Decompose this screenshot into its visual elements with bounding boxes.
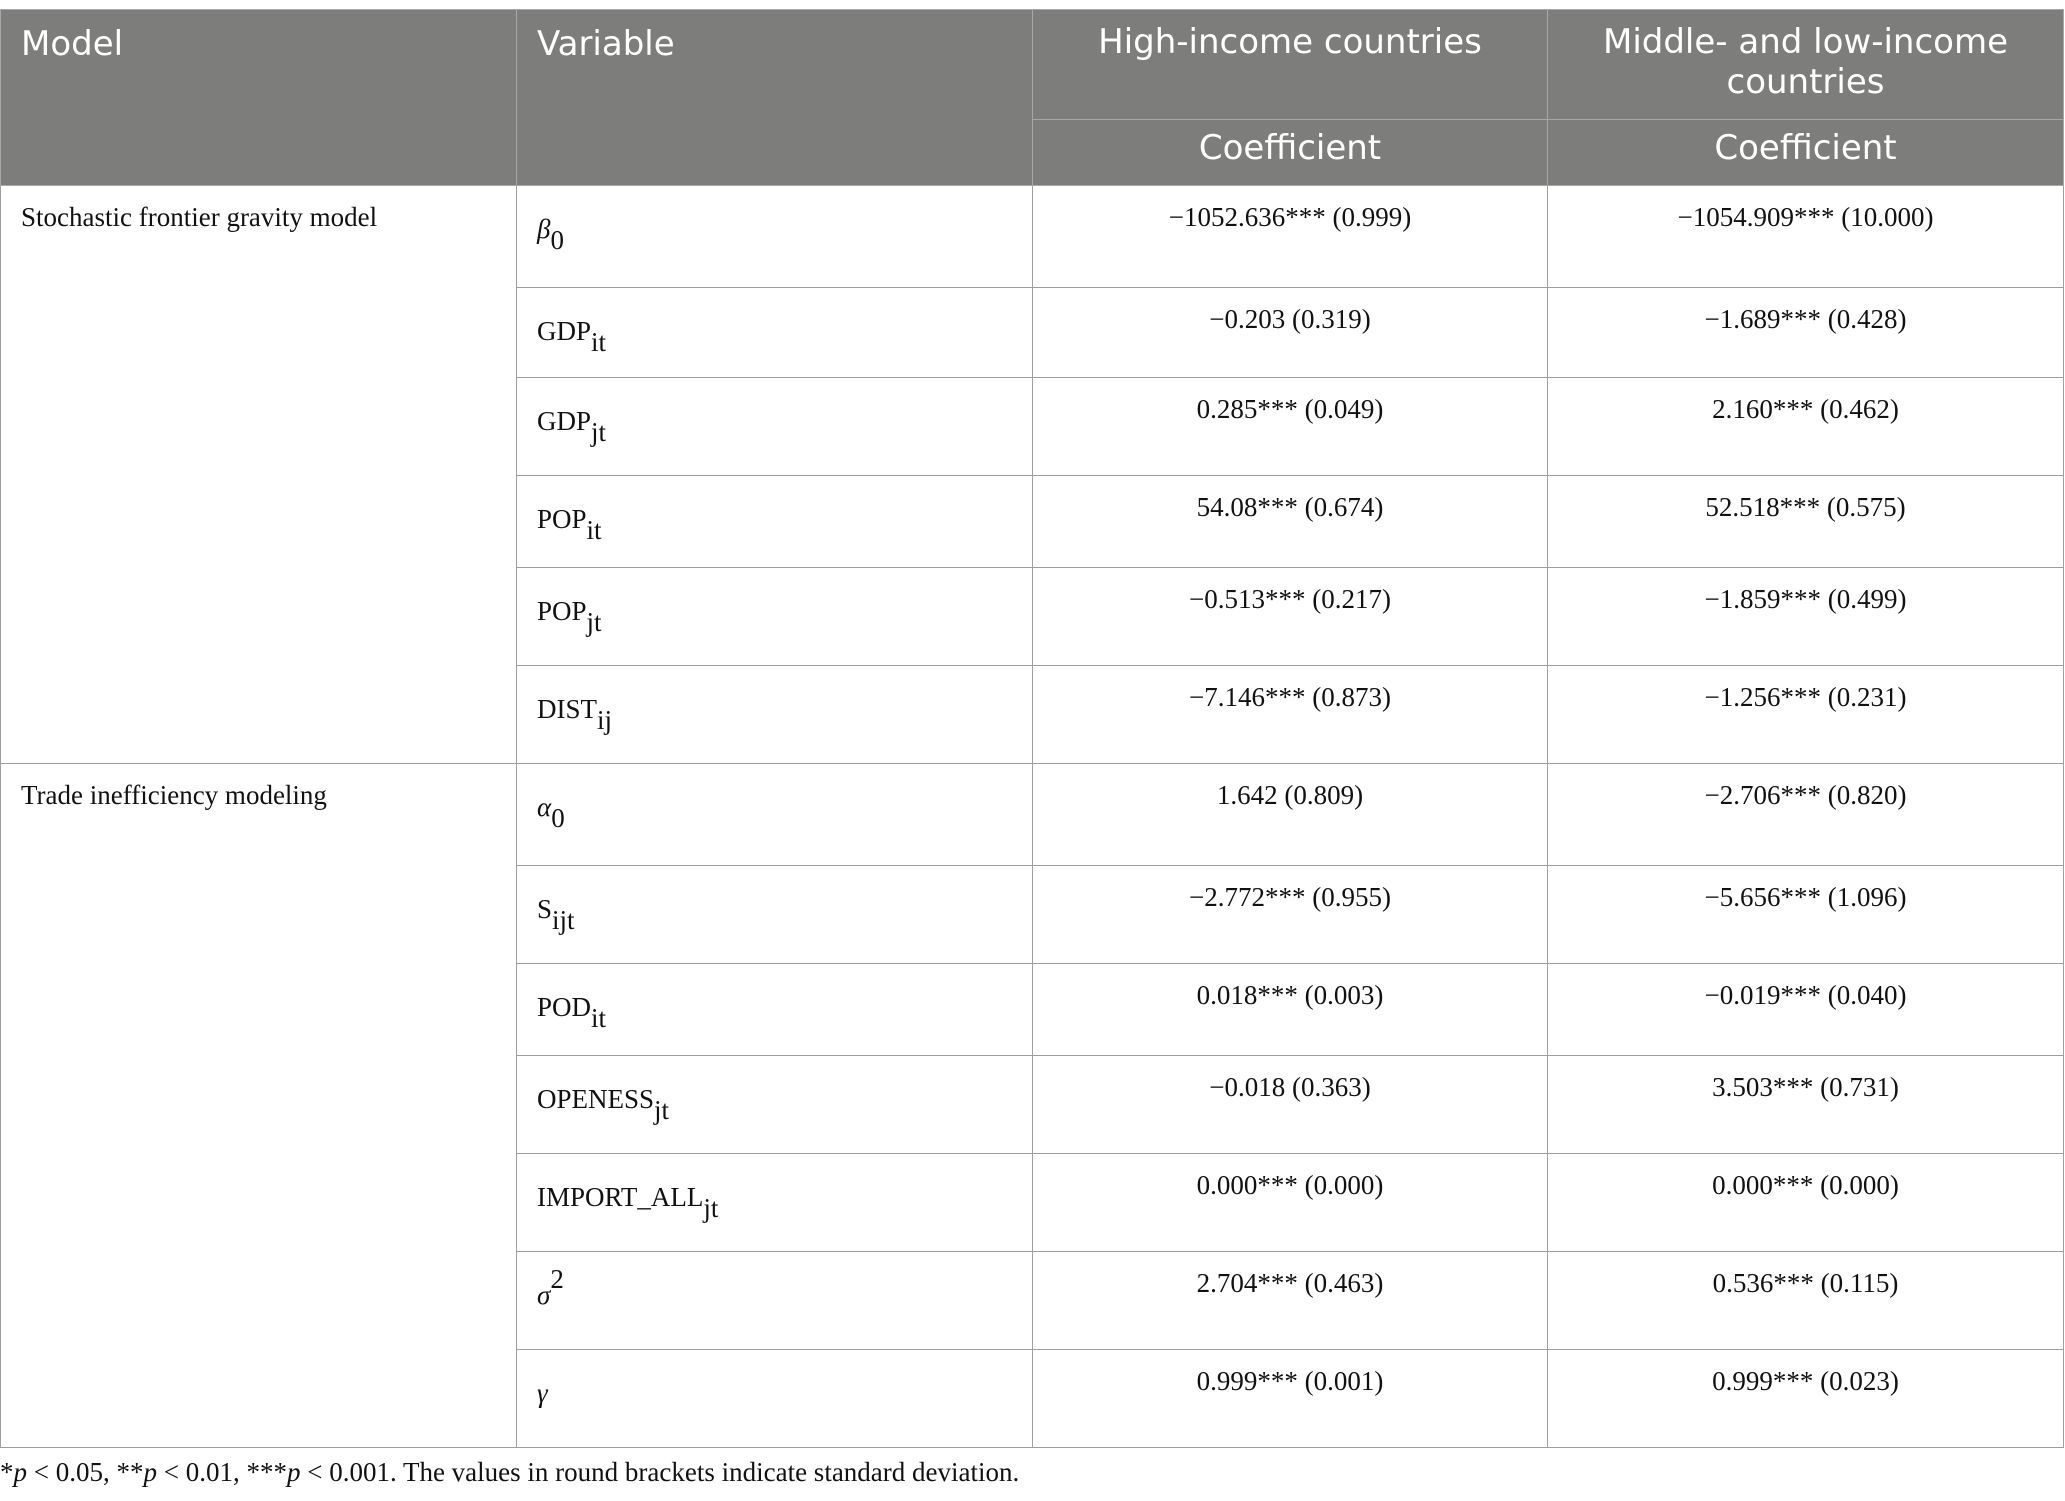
variable-cell: $OPENESS_{jt}$ [517,1056,1033,1154]
coefficient-high-cell: −0.203 (0.319) [1033,288,1548,378]
coefficient-high-cell: 0.000*** (0.000) [1033,1154,1548,1252]
model-group-label: Trade inefficiency modeling [1,764,517,1448]
variable-cell: $POD_{it}$ [517,964,1033,1056]
header-coefficient-mid: Coefficient [1548,120,2064,186]
header-coefficient-high: Coefficient [1033,120,1548,186]
variable-cell: $GDP_{jt}$ [517,378,1033,476]
table-header [1,10,2064,186]
variable-cell: $IMPORT\_ALL_{jt}$ [517,1154,1033,1252]
coefficient-mid-cell: −5.656*** (1.096) [1548,866,2064,964]
variable-cell: $GDP_{it}$ [517,288,1033,378]
table-body [1,186,2064,1448]
coefficient-mid-cell: −2.706*** (0.820) [1548,764,2064,866]
variable-cell: $\alpha_0$ [517,764,1033,866]
coefficient-mid-cell: 3.503*** (0.731) [1548,1056,2064,1154]
variable-cell: γ [517,1350,1033,1448]
results-table [0,9,2064,1448]
coefficient-high-cell: 0.018*** (0.003) [1033,964,1548,1056]
coefficient-high-cell: 2.704*** (0.463) [1033,1252,1548,1350]
table-row [1,764,2064,866]
coefficient-high-cell: 54.08*** (0.674) [1033,476,1548,568]
header-model: Model [1,10,517,186]
header-high-income: High-income countries [1033,10,1548,120]
coefficient-high-cell: 0.285*** (0.049) [1033,378,1548,476]
variable-cell: $DIST_{ij}$ [517,666,1033,764]
coefficient-mid-cell: −0.019*** (0.040) [1548,964,2064,1056]
variable-cell: $POP_{jt}$ [517,568,1033,666]
coefficient-mid-cell: 0.000*** (0.000) [1548,1154,2064,1252]
header-middle-low-income: Middle- and low-income countries [1548,10,2064,120]
coefficient-high-cell: 1.642 (0.809) [1033,764,1548,866]
model-group-label: Stochastic frontier gravity model [1,186,517,764]
header-variable: Variable [517,10,1033,186]
variable-cell: $POP_{it}$ [517,476,1033,568]
table-footnote: *p < 0.05, **p < 0.01, ***p < 0.001. The values in round brackets indicate standard deviation. [0,1457,1020,1487]
variable-cell: $\beta_0$ [517,186,1033,288]
coefficient-mid-cell: 52.518*** (0.575) [1548,476,2064,568]
coefficient-mid-cell: −1.689*** (0.428) [1548,288,2064,378]
coefficient-high-cell: −0.513*** (0.217) [1033,568,1548,666]
coefficient-mid-cell: 0.536*** (0.115) [1548,1252,2064,1350]
variable-cell: $\sigma^2$ [517,1252,1033,1350]
coefficient-high-cell: 0.999*** (0.001) [1033,1350,1548,1448]
variable-cell: $S_{ijt}$ [517,866,1033,964]
coefficient-mid-cell: 2.160*** (0.462) [1548,378,2064,476]
coefficient-high-cell: −1052.636*** (0.999) [1033,186,1548,288]
coefficient-high-cell: −7.146*** (0.873) [1033,666,1548,764]
coefficient-high-cell: −2.772*** (0.955) [1033,866,1548,964]
coefficient-mid-cell: −1.859*** (0.499) [1548,568,2064,666]
coefficient-high-cell: −0.018 (0.363) [1033,1056,1548,1154]
coefficient-mid-cell: −1.256*** (0.231) [1548,666,2064,764]
table-row [1,186,2064,288]
coefficient-mid-cell: 0.999*** (0.023) [1548,1350,2064,1448]
coefficient-mid-cell: −1054.909*** (10.000) [1548,186,2064,288]
